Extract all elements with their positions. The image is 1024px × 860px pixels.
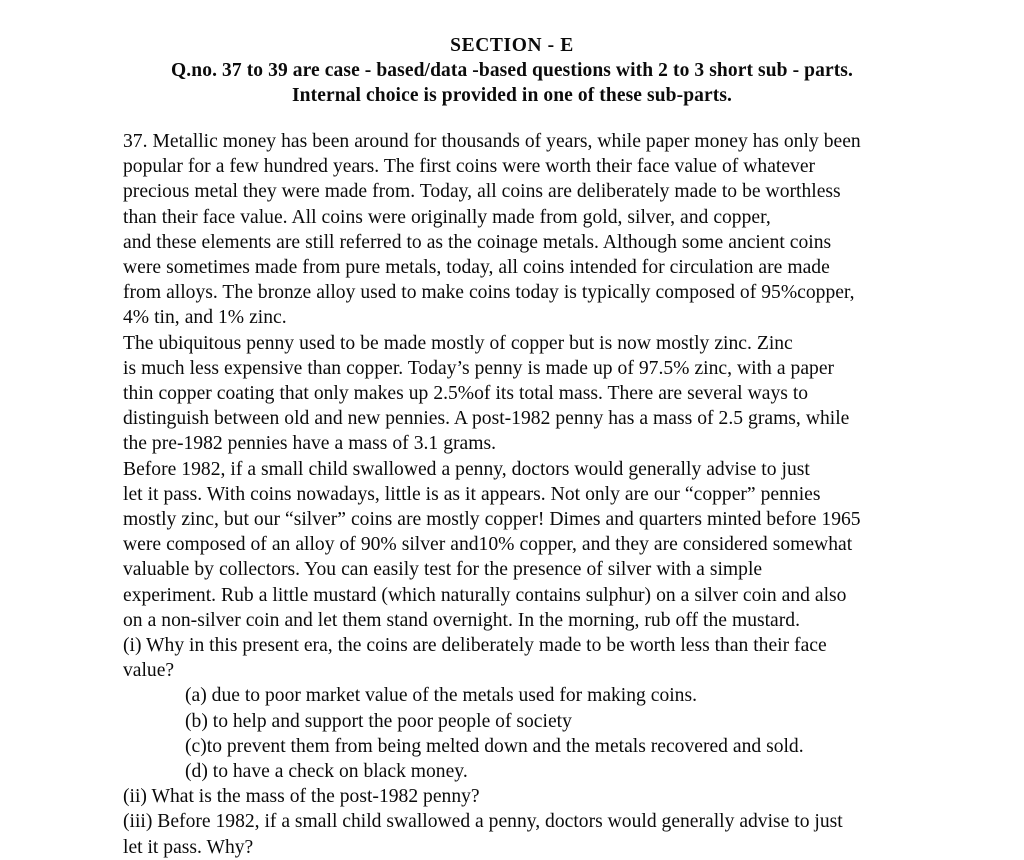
passage-line: Before 1982, if a small child swallowed a penny, doctors would generally advise to just [123, 458, 810, 480]
passage-line: thin copper coating that only makes up 2.5%of its total mass. There are several ways to [123, 383, 809, 405]
passage-line: and these elements are still referred to as the coinage metals. Although some ancient coins [123, 231, 832, 253]
passage-line: were sometimes made from pure metals, today, all coins intended for circulation are made [123, 257, 830, 279]
passage-line: from alloys. The bronze alloy used to make coins today is typically composed of 95%copper, [123, 282, 855, 304]
passage-line: The ubiquitous penny used to be made mostly of copper but is now mostly zinc. Zinc [123, 332, 793, 354]
option-a[interactable]: (a) due to poor market value of the metals used for making coins. [185, 685, 698, 707]
section-heading: SECTION - E [450, 35, 574, 56]
section-header [0, 0, 1024, 108]
passage-line: popular for a few hundred years. The first coins were worth their face value of whatever [123, 156, 816, 178]
option-d[interactable]: (d) to have a check on black money. [185, 761, 468, 783]
passage-line: 37. Metallic money has been around for thousands of years, while paper money has only been [123, 131, 861, 152]
sub-question-iii-line: let it pass. Why? [123, 836, 254, 858]
passage-line: distinguish between old and new pennies. A post-1982 penny has a mass of 2.5 grams, while [123, 408, 850, 430]
sub-question-ii-line: (ii) What is the mass of the post-1982 penny? [123, 786, 480, 808]
passage-line: 4% tin, and 1% zinc. [123, 307, 287, 329]
sub-question-iii-line: (iii) Before 1982, if a small child swallowed a penny, doctors would generally advise to just [123, 811, 843, 833]
passage-line: than their face value. All coins were originally made from gold, silver, and copper, [123, 206, 771, 228]
passage-line: valuable by collectors. You can easily test for the presence of silver with a simple [123, 559, 763, 581]
passage-line: mostly zinc, but our “silver” coins are mostly copper! Dimes and quarters minted before 1965 [123, 509, 861, 531]
question-37-body [0, 129, 1024, 860]
instruction-line-1: Q.no. 37 to 39 are case - based/data -based questions with 2 to 3 short sub - parts. [171, 60, 853, 81]
passage-line: were composed of an alloy of 90% silver and10% copper, and they are considered somewhat [123, 534, 853, 556]
instruction-line-2: Internal choice is provided in one of these sub-parts. [291, 85, 733, 106]
passage-line: on a non-silver coin and let them stand overnight. In the morning, rub off the mustard. [123, 609, 800, 631]
passage-line: precious metal they were made from. Today, all coins are deliberately made to be worthless [123, 181, 841, 203]
option-c[interactable]: (c)to prevent them from being melted down and the metals recovered and sold. [185, 735, 804, 757]
passage-line: is much less expensive than copper. Today’s penny is made up of 97.5% zinc, with a paper [123, 357, 835, 379]
option-b[interactable]: (b) to help and support the poor people of society [185, 710, 572, 732]
passage-line: experiment. Rub a little mustard (which naturally contains sulphur) on a silver coin and also [123, 584, 847, 606]
sub-question-i-line: value? [123, 660, 175, 682]
passage-line: the pre-1982 pennies have a mass of 3.1 grams. [123, 433, 496, 455]
passage-line: let it pass. With coins nowadays, little is as it appears. Not only are our “copper” pennies [123, 483, 821, 505]
sub-question-i-line: (i) Why in this present era, the coins are deliberately made to be worth less than their face [123, 635, 827, 657]
